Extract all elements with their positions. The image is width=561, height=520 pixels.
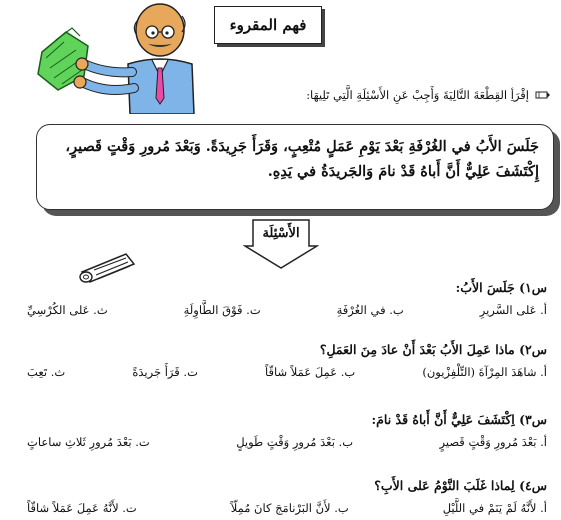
question-3 xyxy=(17,412,547,449)
newspaper-roll-icon xyxy=(76,250,140,284)
option-b[interactable]: ب. عَمِلَ عَمَلاً شاقّاً xyxy=(265,365,356,379)
option-a[interactable]: أ. لأَنَّهُ لَمْ يَنَمْ في اللَّيْلِ xyxy=(442,501,547,515)
option-b[interactable]: ب. لأَنَّ البَرْنامَجَ كانَ مُمِلّاً xyxy=(230,501,349,515)
option-c[interactable]: ت. بَعْدَ مُرورِ ثَلاثِ ساعاتٍ xyxy=(27,435,150,449)
question-4 xyxy=(17,478,547,515)
option-c[interactable]: ت. قَرَأَ جَريدَةً xyxy=(132,365,198,379)
option-a[interactable]: أ. عَلى السَّريرِ xyxy=(479,303,547,317)
option-b[interactable]: ب. بَعْدَ مُرورِ وَقْتٍ طَويلٍ xyxy=(236,435,354,449)
question-text: س١) جَلَسَ الأَبُ: xyxy=(455,280,547,295)
option-b[interactable]: ب. في الغُرْفَةِ xyxy=(336,303,404,317)
question-text: س٣) اِكْتَشَفَ عَلِيٌّ أَنَّ أَباهُ قَدْ نامَ: xyxy=(371,412,547,427)
question-text: س٤) لِماذا غَلَبَ النَّوْمُ عَلى الأَبِ؟ xyxy=(374,478,547,493)
options-row xyxy=(17,435,547,449)
option-d[interactable]: ث. عَلى الكُرْسِيِّ xyxy=(27,303,108,317)
questions-heading: الأَسْئِلَة xyxy=(262,226,300,241)
passage-line: إِكْتَشَفَ عَلِيٌّ أَنَّ أَباهُ قَدْ نامَ وَالجَريدَةُ في يَدِهِ. xyxy=(267,162,539,180)
question-1 xyxy=(17,280,547,317)
instruction-line xyxy=(251,88,551,102)
page-title xyxy=(214,6,322,44)
instruction-text: إقْرَأِ القِطْعَةَ التَّالِيَةَ وَأَجِبْ عَنِ الأَسْئِلَةِ الَّتِي تَلِيهَا: xyxy=(306,88,529,102)
man-with-money-illustration xyxy=(36,2,196,114)
options-row xyxy=(17,365,547,379)
passage-line: جَلَسَ الأَبُ في الغُرْفَةِ بَعْدَ يَوْمِ عَمَلٍ مُتْعِبٍ، وَقَرَأَ جَرِيدَةً. وَبَعْدَ مُرورِ وَقْتٍ قَصيرٍ، xyxy=(65,138,539,155)
question-2 xyxy=(17,342,547,379)
page-title-text: فهم المقروء xyxy=(229,16,307,34)
option-a[interactable]: أ. شاهَدَ المِرْآةَ (التِّلْفِزْيون) xyxy=(422,365,547,379)
question-text: س٢) ماذا عَمِلَ الأَبُ بَعْدَ أَنْ عادَ مِنَ العَمَلِ؟ xyxy=(319,342,547,357)
options-row xyxy=(17,501,547,515)
option-d[interactable]: ث. تَعِبَ xyxy=(27,365,66,379)
options-row xyxy=(17,303,547,317)
option-a[interactable]: أ. بَعْدَ مُرورِ وَقْتٍ قَصيرٍ xyxy=(439,435,547,449)
option-c[interactable]: ت. فَوْقَ الطَّاوِلَةِ xyxy=(183,303,261,317)
option-c[interactable]: ت. لأَنَّهُ عَمِلَ عَمَلاً شاقّاً xyxy=(27,501,137,515)
reading-passage xyxy=(36,124,554,210)
pencil-icon xyxy=(535,90,551,100)
